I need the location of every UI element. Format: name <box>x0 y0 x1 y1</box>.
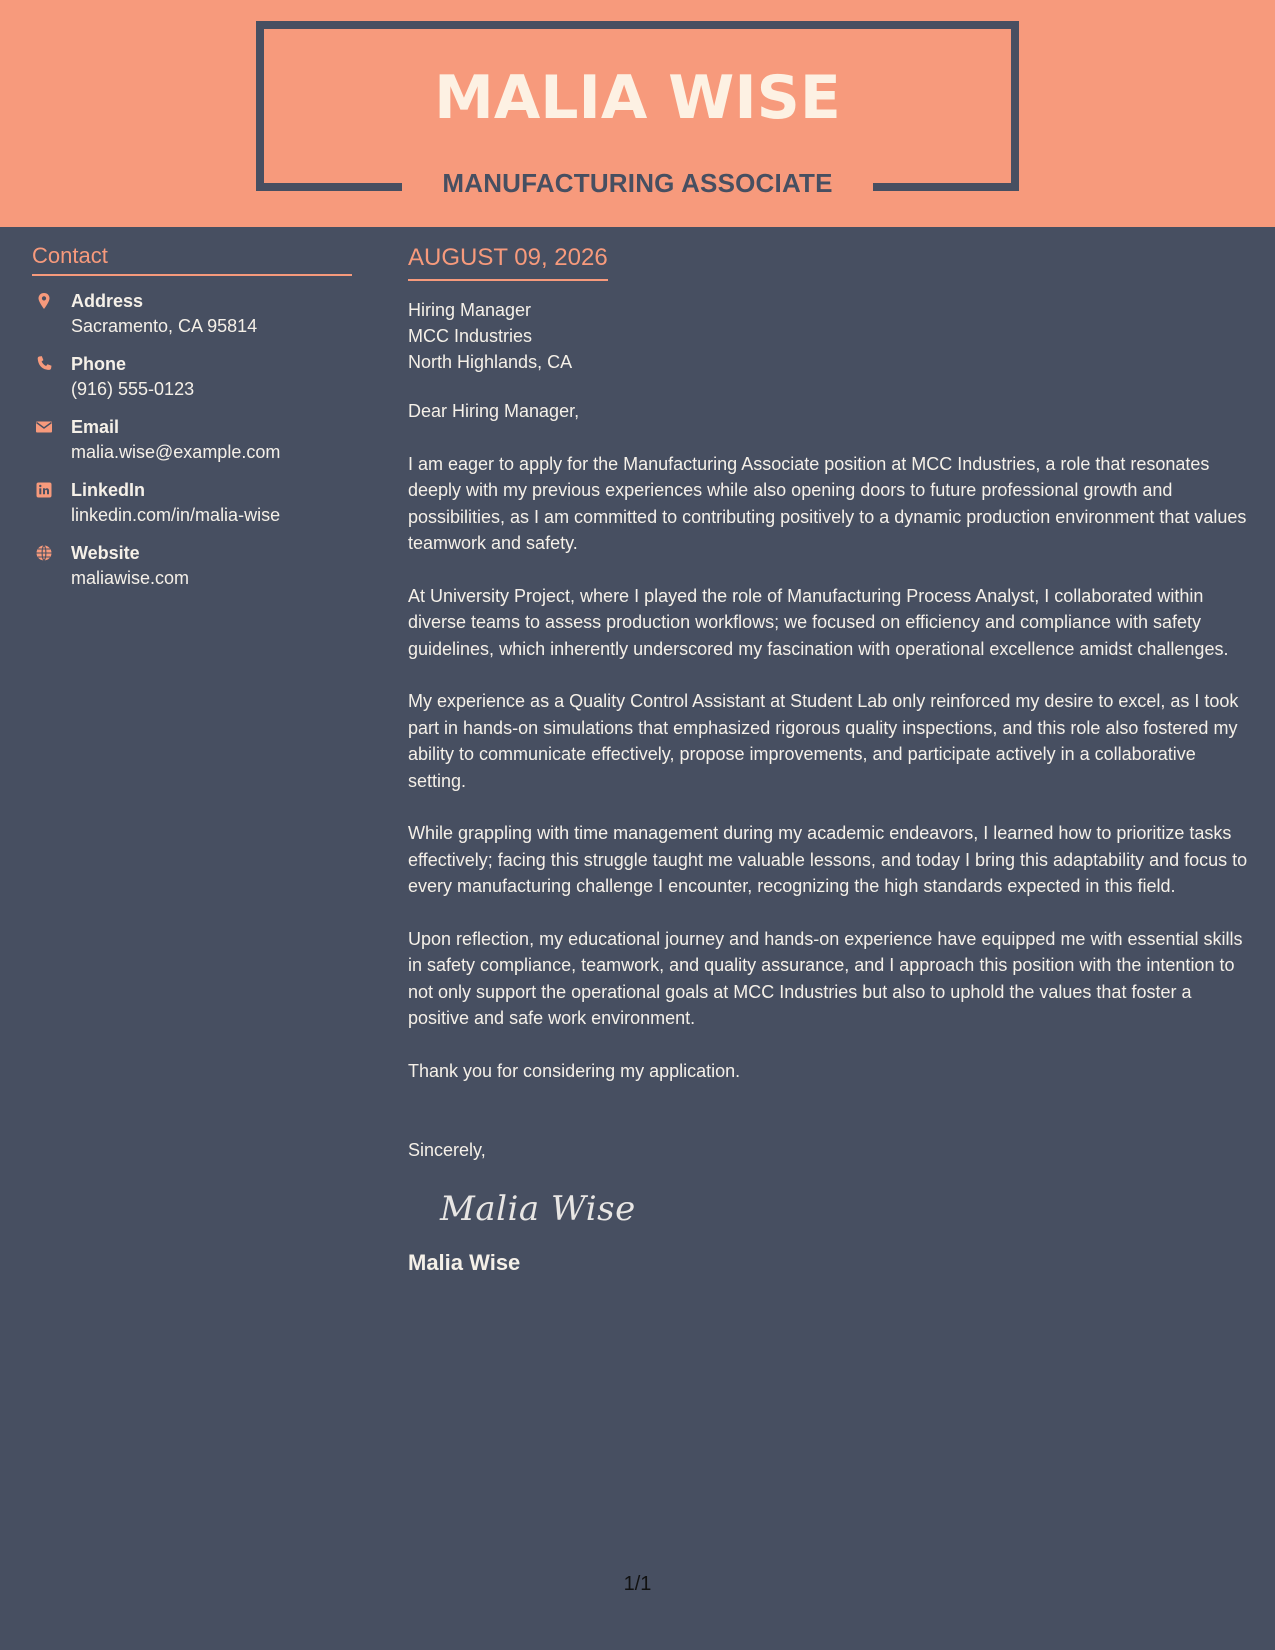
contact-label: Website <box>71 543 140 563</box>
contact-value: Sacramento, CA 95814 <box>71 316 258 336</box>
letter-paragraph: At University Project, where I played the role of Manufacturing Process Analyst, I collaborated within diverse teams to assess production workflows; we focused on efficiency and compliance with safety guidelines, which inherently underscored my fascination with operational excellence amidst challenges. <box>408 585 1229 659</box>
map-pin-icon <box>35 292 53 310</box>
recipient-line: MCC Industries <box>408 326 533 346</box>
contact-value: maliawise.com <box>71 568 190 588</box>
contact-sidebar <box>32 242 352 591</box>
contact-label: Email <box>71 417 120 437</box>
phone-icon <box>35 355 53 373</box>
contact-item-phone <box>32 352 352 402</box>
letter-paragraph: Thank you for considering my application. <box>408 1060 741 1081</box>
header-banner <box>0 0 1275 227</box>
letter-paragraph: Upon reflection, my educational journey and hands-on experience have equipped me with essential skills in safety compliance, teamwork, and quality assurance, and I approach this position with the intention to not only support the operational goals at MCC Industries but also to uphold the values that foster a positive and safe work environment. <box>408 928 1243 1028</box>
contact-heading: Contact <box>32 242 352 276</box>
contact-item-linkedin <box>32 478 352 528</box>
envelope-icon <box>35 418 53 436</box>
letter-date: AUGUST 09, 2026 <box>408 242 608 281</box>
contact-label: Address <box>71 291 144 311</box>
frame-bottom-right <box>873 183 1019 191</box>
contact-item-website <box>32 541 352 591</box>
letter-paragraph: I am eager to apply for the Manufacturing Associate position at MCC Industries, a role that resonates deeply with my previous experiences while also opening doors to future professional growth and possibilities, as I am committed to contributing positively to a dynamic production environment that values teamwork and safety. <box>408 453 1247 553</box>
page-number: 1/1 <box>623 1573 652 1595</box>
handwritten-signature: Malia Wise <box>440 1188 636 1229</box>
recipient-line: North Highlands, CA <box>408 352 573 372</box>
letter-paragraph: While grappling with time management during my academic endeavors, I learned how to prioritize tasks effectively; facing this struggle taught me valuable lessons, and today I bring this adaptability and focus to every manufacturing challenge I encounter, recognizing the high standards expected in this field. <box>408 823 1248 896</box>
job-title: MANUFACTURING ASSOCIATE <box>442 168 833 198</box>
letter-body <box>408 242 1253 1278</box>
candidate-name: MALIA WISE <box>434 63 841 133</box>
contact-value: malia.wise@example.com <box>71 442 281 462</box>
recipient-line: Hiring Manager <box>408 300 532 320</box>
contact-label: Phone <box>71 354 127 374</box>
recipient-block <box>408 297 1253 375</box>
closing: Sincerely, <box>408 1140 486 1160</box>
globe-icon <box>35 544 53 562</box>
contact-value: (916) 555-0123 <box>71 379 195 399</box>
contact-item-address <box>32 289 352 339</box>
letter-paragraph: My experience as a Quality Control Assistant at Student Lab only reinforced my desire to excel, as I took part in hands-on simulations that emphasized rigorous quality inspections, and this role also fostered my ability to communicate effectively, propose improvements, and participate actively in a collaborative setting. <box>408 691 1239 791</box>
frame-bottom-left <box>256 183 402 191</box>
salutation: Dear Hiring Manager, <box>408 401 580 421</box>
linkedin-icon <box>35 481 53 499</box>
contact-value: linkedin.com/in/malia-wise <box>71 505 281 525</box>
contact-label: LinkedIn <box>71 480 146 500</box>
signer-name: Malia Wise <box>408 1249 521 1275</box>
contact-item-email <box>32 415 352 465</box>
